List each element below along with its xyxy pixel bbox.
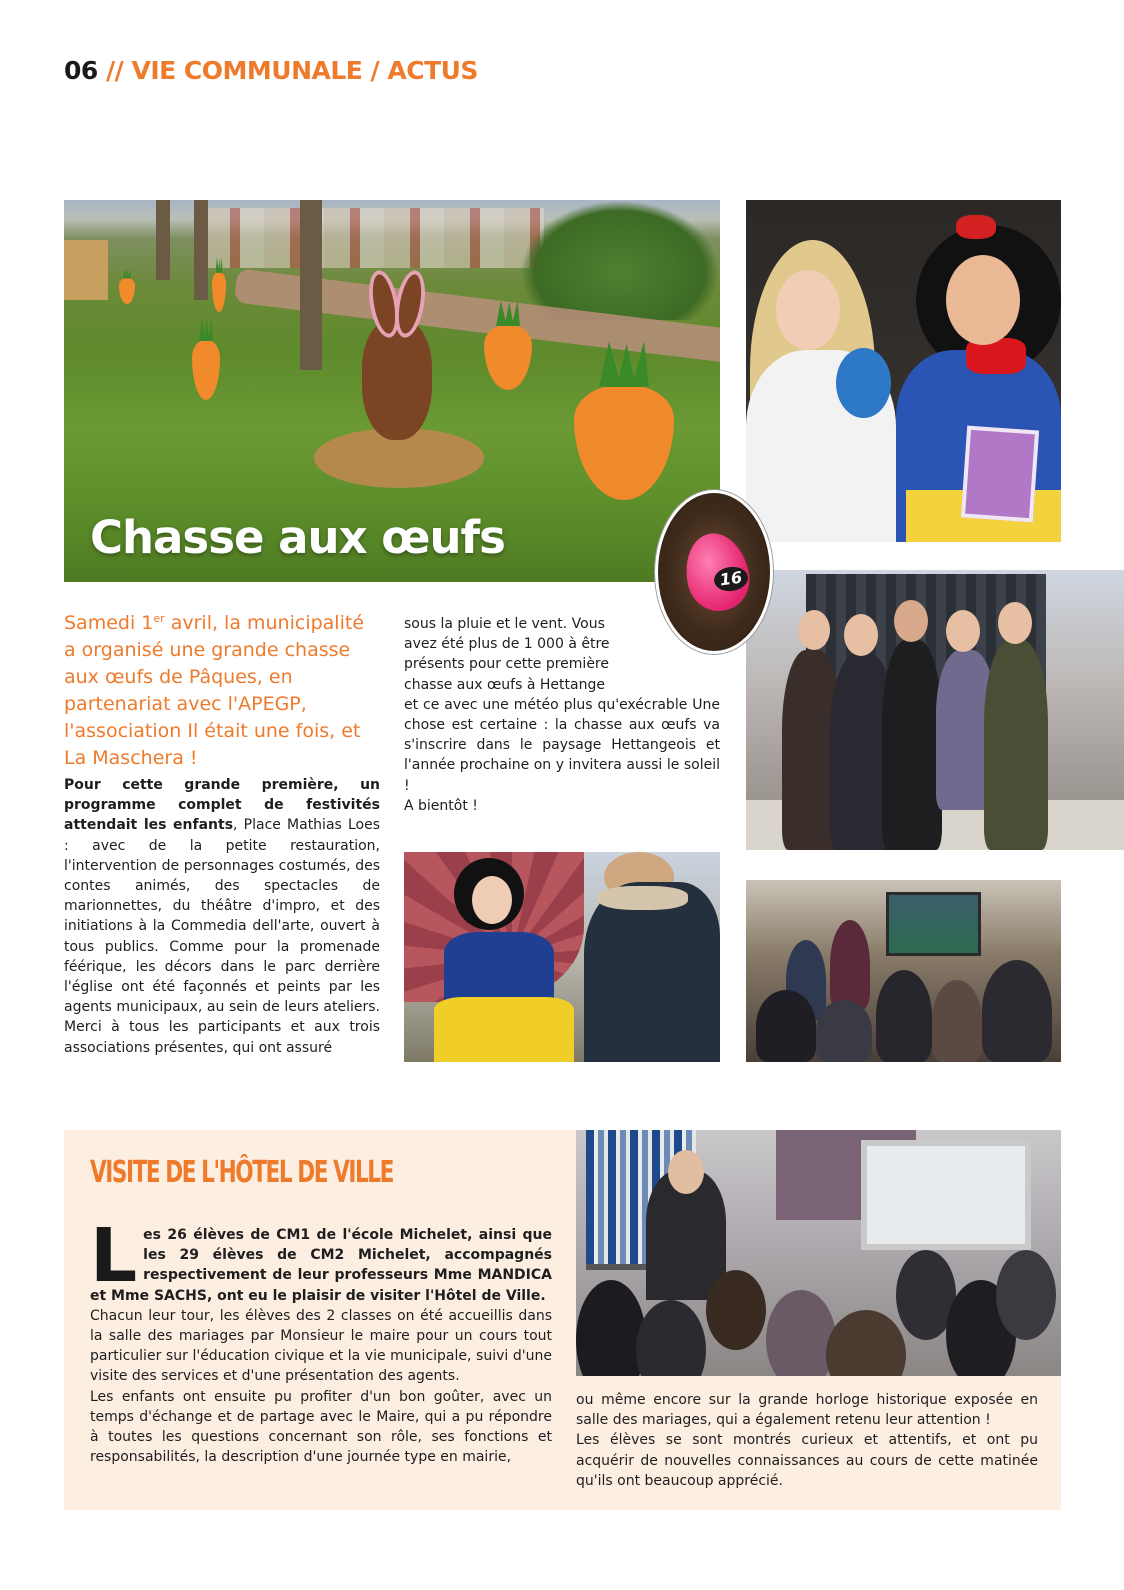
visite-paragraph-1: Chacun leur tour, les élèves des 2 classes on été accueillis dans la salle des mariages par Monsieur le maire pour un cours tout particulier sur l'éducation civique et la vie municipale, suivi d'une visite des services et d'une présentation des agents.: [90, 1307, 552, 1385]
group-costumes-photo: [746, 570, 1124, 850]
page-number: 06: [64, 56, 98, 85]
visite-body-col2: [576, 1390, 1038, 1491]
egg-inset-photo: [655, 490, 773, 654]
snow-white-photo: [404, 852, 720, 1062]
visite-intro: es 26 élèves de CM1 de l'école Michelet, ainsi que les 29 élèves de CM2 Michelet, accompagnés respectivement de leur professeurs Mme MANDICA et Mme SACHS, ont eu le plaisir de visiter l'Hôtel de Ville.: [90, 1227, 552, 1304]
body-bold-intro: Pour cette grande première, un programme complet de festivités attendait les enfants: [64, 777, 380, 834]
town-hall-visit-photo: [576, 1130, 1061, 1376]
children-audience-photo: [746, 880, 1061, 1062]
egg-number: 16: [712, 565, 749, 593]
article-body-col2: [404, 614, 720, 816]
dropcap: L: [90, 1213, 138, 1299]
costumed-girls-photo: [746, 200, 1061, 542]
visite-body-col1: [90, 1213, 552, 1467]
visite-title: VISITE DE L'HÔTEL DE VILLE: [90, 1155, 393, 1190]
body-closing: A bientôt !: [404, 797, 478, 814]
body-text-col2-narrow: sous la pluie et le vent. Vous avez été plus de 1 000 à être présents pour cette première chasse aux œufs à Hettange: [404, 616, 610, 693]
article-lead: Samedi 1er avril, la municipalité a organisé une grande chasse aux œufs de Pâques, en partenariat avec l'APEGP, l'association Il était une fois, et La Maschera !: [64, 612, 365, 769]
visite-paragraph-4: Les élèves se sont montrés curieux et attentifs, et ont pu acquérir de nouvelles connaissances au cours de cette matinée qu'ils ont beaucoup apprécié.: [576, 1432, 1038, 1489]
visite-paragraph-2: Les enfants ont ensuite pu profiter d'un bon goûter, avec un temps d'échange et de partage avec le Maire, qui a pu répondre à toutes les questions concernant son rôle, ses fonctions et responsabilités, la description d'une journée type en mairie,: [90, 1388, 552, 1466]
article-body-col1: [64, 775, 380, 1058]
body-text-col2: et ce avec une météo plus qu'exécrable Une chose est certaine : la chasse aux œufs va s'inscrire dans le paysage Hettangeois et l'année prochaine on y invitera aussi le soleil !: [404, 696, 720, 794]
body-text-col1: , Place Mathias Loes : avec de la petite restauration, l'intervention de personnages costumés, des contes animés, des spectacles de marionnettes, du théâtre d'impro, et des initiations à la Commedia dell'arte, ouvert à tous publics. Comme pour la promenade féérique, les décors dans le parc derrière l'église ont été façonnés et peints par les agents municipaux, au sein de leurs ateliers. Merci à tous les participants et aux trois associations présentes, qui ont assuré: [64, 817, 380, 1056]
page-header: [64, 56, 478, 85]
garden-photo: [64, 200, 720, 582]
section-title: // VIE COMMUNALE / ACTUS: [106, 56, 478, 85]
article-title: Chasse aux œufs: [90, 511, 505, 564]
visite-paragraph-3: ou même encore sur la grande horloge historique exposée en salle des mariages, qui a également retenu leur attention !: [576, 1392, 1038, 1429]
